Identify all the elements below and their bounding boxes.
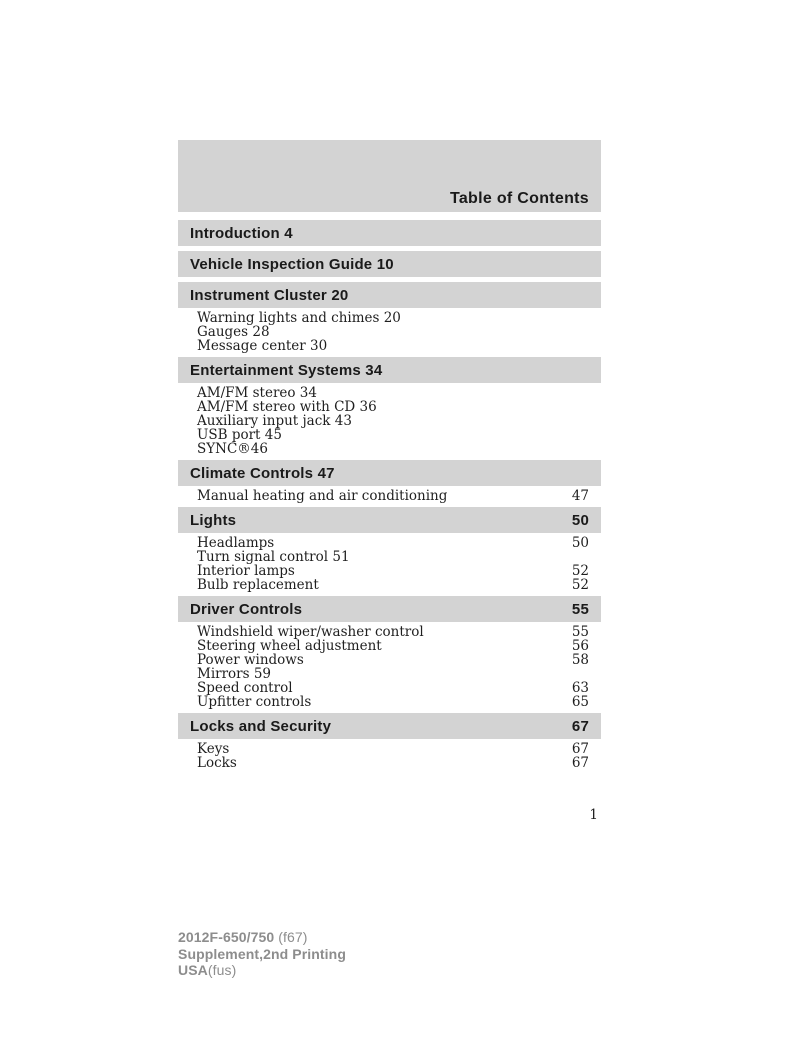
toc-item-label: Auxiliary input jack 43 [197,413,352,429]
toc-item [197,695,589,709]
toc-item [197,564,589,578]
toc-item [197,653,589,667]
folio-page-number: 1 [589,807,598,823]
section-items [178,739,601,774]
toc-item-page-number: 63 [571,680,589,696]
section-title: Locks and Security [190,717,332,735]
toc-item-label: Headlamps [197,535,275,551]
footer-market-code: USA [178,962,208,978]
toc-item-label: Upfitter controls [197,694,312,710]
toc-item [197,386,589,400]
section-header-driver-controls [178,596,601,622]
section-header-locks-and-security [178,713,601,739]
toc-item-label: AM/FM stereo with CD 36 [197,399,377,415]
toc-item-label: Mirrors 59 [197,666,272,682]
section-title: Introduction 4 [190,224,293,242]
toc-item-label: USB port 45 [197,427,282,443]
toc-item [197,414,589,428]
page-title: Table of Contents [449,190,589,207]
toc-item [197,578,589,592]
section-title: Climate Controls 47 [190,464,335,482]
toc-item [197,311,589,325]
toc-item-label: Locks [197,755,237,771]
toc-item-page-number: 67 [571,755,589,771]
toc-sections [178,220,601,774]
toc-item [197,400,589,414]
toc-item [197,489,589,503]
footer-model-code: 2012F-650/750 [178,929,275,945]
toc-item [197,667,589,681]
section-page-number: 67 [571,717,589,735]
toc-item-page-number: 47 [571,488,589,504]
section-header-climate-controls [178,460,601,486]
toc-item [197,550,589,564]
toc-item-page-number: 56 [571,638,589,654]
toc-item [197,428,589,442]
footer-market-suffix: (fus) [207,962,237,978]
section-page-number: 55 [571,600,589,618]
toc-item [197,756,589,770]
section-title: Vehicle Inspection Guide 10 [190,255,394,273]
section-header-introduction [178,220,601,246]
toc-item-label: Speed control [197,680,293,696]
toc-item [197,325,589,339]
toc-item [197,536,589,550]
toc-item [197,639,589,653]
section-title: Entertainment Systems 34 [190,361,383,379]
section-page-number: 50 [571,511,589,529]
toc-item-label: Gauges 28 [197,324,270,340]
toc-item-label: Manual heating and air conditioning [197,488,448,504]
section-header-lights [178,507,601,533]
section-header-vehicle-inspection-guide [178,251,601,277]
toc-item [197,681,589,695]
toc-item-label: Keys [197,741,230,757]
section-title: Lights [190,511,237,529]
section-title: Driver Controls [190,600,303,618]
section-header-instrument-cluster [178,282,601,308]
section-header-entertainment-systems [178,357,601,383]
toc-item-page-number: 50 [571,535,589,551]
section-items [178,486,601,507]
toc-item-label: Message center 30 [197,338,328,354]
toc-item-label: Interior lamps [197,563,295,579]
toc-item-page-number: 58 [571,652,589,668]
footer-line-model [178,929,346,946]
toc-item [197,442,589,456]
toc-item-page-number: 67 [571,741,589,757]
toc-content [178,140,601,823]
footer-printing-text: Supplement,2nd Printing [178,945,346,962]
section-items [178,533,601,596]
toc-item-label: AM/FM stereo 34 [197,385,317,401]
footer-model-suffix: (f67) [278,929,308,945]
toc-item [197,742,589,756]
section-items [178,622,601,713]
toc-item-label: SYNC®46 [197,441,268,457]
toc-item-label: Windshield wiper/washer control [197,624,424,640]
section-items [178,383,601,460]
toc-item [197,625,589,639]
toc-item-label: Bulb replacement [197,577,319,593]
toc-item-label: Power windows [197,652,304,668]
section-items [178,308,601,357]
section-title: Instrument Cluster 20 [190,286,349,304]
toc-item-label: Warning lights and chimes 20 [197,310,401,326]
toc-item-page-number: 65 [571,694,589,710]
toc-item-page-number: 52 [571,563,589,579]
toc-item-label: Turn signal control 51 [197,549,350,565]
footer-line-printing [178,946,346,963]
footer-line-market [178,962,346,979]
toc-item-page-number: 52 [571,577,589,593]
toc-header-block [178,140,601,212]
print-footer [178,929,346,979]
toc-item [197,339,589,353]
toc-item-label: Steering wheel adjustment [197,638,382,654]
toc-item-page-number: 55 [571,624,589,640]
